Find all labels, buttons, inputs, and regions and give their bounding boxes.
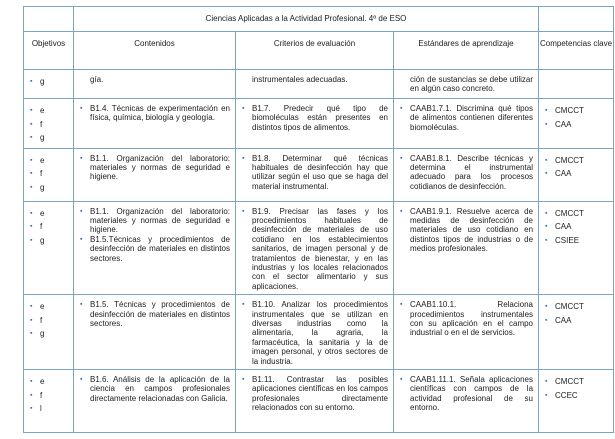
competencia-item: ▪ CAA [544, 220, 608, 234]
contenidos-text: gía. [90, 75, 104, 84]
objective-item: ▪ l [29, 402, 68, 416]
competencia-item: ▪ CMCCT [544, 154, 608, 168]
criterio-item: ▪ B1.9. Precisar las fases y los procedimientos habituales de desinfección de materiales de uso cotidiano en los establecimientos sanitarios, de imagen personal y de tratamientos de bienestar, y en las industrias y los locales relacionados con el sector alimentario y sus aplicaciones. [241, 207, 388, 292]
table-title: Ciencias Aplicadas a la Actividad Profesional. 4º de ESO [74, 7, 539, 32]
objective-item: ▪ g [29, 234, 68, 248]
table-row [24, 201, 614, 295]
objective-item: ▪ f [29, 314, 68, 328]
objective-item: ▪ f [29, 389, 68, 403]
estandares-text: ción de sustancias se debe utilizar en algún caso concreto. [410, 75, 534, 94]
table-row-continuation [24, 70, 614, 99]
competencia-item: ▪ CSIEE [544, 234, 608, 248]
table-row [24, 370, 614, 433]
competencia-item: ▪ CAA [544, 118, 608, 132]
title-blank-cell [24, 7, 74, 32]
contenido-item: ▪ B1.5.Técnicas y procedimientos de desinfección de materiales en distintos sectores. [79, 235, 230, 263]
contenido-item: ▪ B1.6. Análisis de la aplicación de la ciencia en campos profesionales directamente relacionadas con Galicia. [79, 375, 230, 403]
competencia-item: ▪ CMCCT [544, 375, 608, 389]
criterio-item: ▪ B1.10. Analizar los procedimientos instrumentales que se utilizan en diversas industrias como la alimentaria, la agraria, la farmacéutica, la sanitaria y la de imagen personal, y otros sectores de la industria. [241, 300, 388, 366]
objective-item: ▪ g [29, 75, 68, 89]
competencia-item: ▪ CAA [544, 167, 608, 181]
estandar-item: ▪ CAAB1.10.1. Relaciona procedimientos instrumentales con su aplicación en el campo industrial o en el de servicios. [399, 300, 533, 338]
table-row [24, 148, 614, 201]
contenido-item: ▪ B1.1. Organización del laboratorio: materiales y normas de seguridad e higiene. [79, 154, 230, 182]
header-criterios: Criterios de evaluación [236, 32, 394, 70]
contenido-item: ▪ B1.4. Técnicas de experimentación en física, química, biología y geología. [79, 104, 230, 123]
objective-item: ▪ g [29, 181, 68, 195]
objective-item: ▪ f [29, 118, 68, 132]
criterio-item: ▪ B1.8. Determinar qué técnicas habituales de desinfección hay que utilizar según el uso que se haga del material instrumental. [241, 154, 388, 192]
competencia-item: ▪ CAA [544, 314, 608, 328]
table-row [24, 295, 614, 370]
contenido-item: ▪ B1.1. Organización del laboratorio: materiales y normas de seguridad e higiene. [79, 207, 230, 235]
objective-item: ▪ g [29, 131, 68, 145]
header-objetivos: Objetivos [24, 32, 74, 70]
objective-item: ▪ e [29, 300, 68, 314]
competencia-item: ▪ CCEC [544, 389, 608, 403]
criterio-item: ▪ B1.11. Contrastar las posibles aplicaciones científicas en los campos profesionales directamente relacionados con su entorno. [241, 375, 388, 413]
competencia-item: ▪ CMCCT [544, 207, 608, 221]
header-estandares: Estándares de aprendizaje [394, 32, 539, 70]
estandar-item: ▪ CAAB1.7.1. Discrimina qué tipos de alimentos contienen diferentes biomoléculas. [399, 104, 533, 132]
criterio-item: ▪ B1.7. Predecir qué tipo de biomoléculas están presentes en distintos tipos de alimentos. [241, 104, 388, 132]
estandar-item: ▪ CAAB1.8.1. Describe técnicas y determina el instrumental adecuado para los procesos cotidianos de desinfección. [399, 154, 533, 192]
contenido-item: ▪ B1.5. Técnicas y procedimientos de desinfección de materiales en distintos sectores. [79, 300, 230, 328]
estandar-item: ▪ CAAB1.11.1. Señala aplicaciones científicas con campos de la actividad profesional de su entorno. [399, 375, 533, 413]
table-row [24, 99, 614, 149]
objective-item: ▪ e [29, 375, 68, 389]
objective-item: ▪ f [29, 220, 68, 234]
competencia-item: ▪ CMCCT [544, 104, 608, 118]
objective-item: ▪ e [29, 154, 68, 168]
objective-item: ▪ e [29, 207, 68, 221]
competencia-item: ▪ CMCCT [544, 300, 608, 314]
objective-item: ▪ g [29, 327, 68, 341]
objective-item: ▪ e [29, 104, 68, 118]
objective-item: ▪ f [29, 167, 68, 181]
title-blank-cell-right [539, 7, 614, 32]
header-competencias: Competencias clave [539, 32, 614, 70]
criterios-text: instrumentales adecuadas. [252, 75, 348, 84]
header-contenidos: Contenidos [74, 32, 236, 70]
curriculum-table [23, 6, 614, 433]
estandar-item: ▪ CAAB1.9.1. Resuelve acerca de medidas de desinfección de materiales de uso cotidiano en distintos tipos de industrias o de medios profesionales. [399, 207, 533, 254]
